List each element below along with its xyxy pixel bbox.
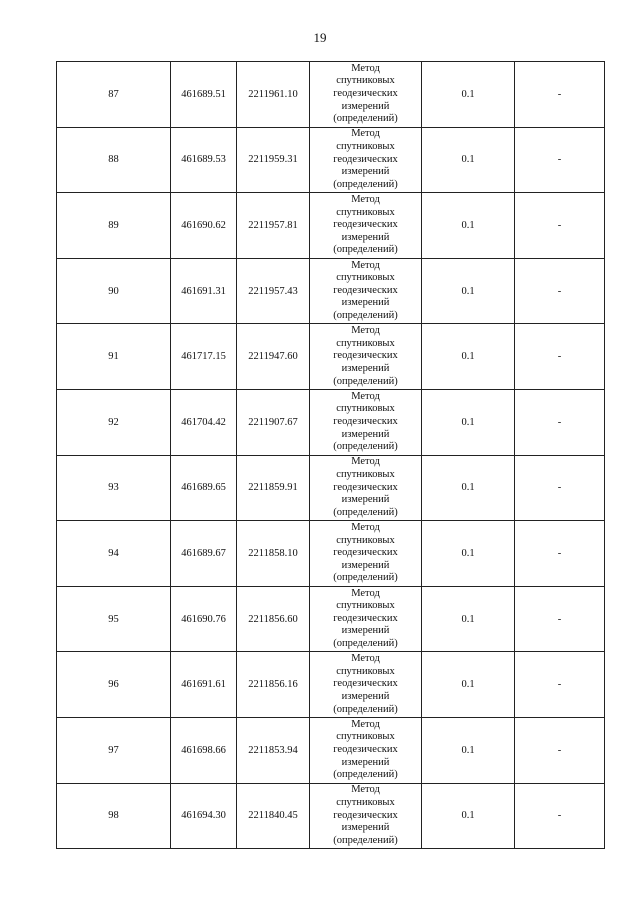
method-line: (определений) (333, 703, 398, 715)
table-row (57, 783, 605, 849)
accuracy-cell: 0.1 (422, 62, 515, 128)
y-coordinate-cell: 2211859.91 (237, 455, 310, 521)
point-number-cell: 98 (57, 783, 171, 849)
method-line: Метод (351, 456, 380, 468)
table-row (57, 127, 605, 193)
method-line: геодезических (333, 481, 398, 493)
method-line: Метод (351, 587, 380, 599)
method-line: геодезических (333, 153, 398, 165)
method-line: (определений) (333, 244, 398, 256)
method-line: (определений) (333, 769, 398, 781)
method-cell (310, 193, 422, 259)
method-cell (310, 62, 422, 128)
method-line: геодезических (333, 678, 398, 690)
table-row (57, 717, 605, 783)
y-coordinate-cell: 2211858.10 (237, 521, 310, 587)
method-cell (310, 521, 422, 587)
method-line: Метод (351, 718, 380, 730)
method-line: Метод (351, 521, 380, 533)
table-row (57, 652, 605, 718)
method-line: измерений (341, 231, 390, 243)
y-coordinate-cell: 2211947.60 (237, 324, 310, 390)
accuracy-cell: 0.1 (422, 717, 515, 783)
method-line: (определений) (333, 309, 398, 321)
method-line: Метод (351, 325, 380, 337)
accuracy-cell: 0.1 (422, 586, 515, 652)
method-line: геодезических (333, 284, 398, 296)
x-coordinate-cell: 461689.67 (171, 521, 237, 587)
x-coordinate-cell: 461698.66 (171, 717, 237, 783)
y-coordinate-cell: 2211856.60 (237, 586, 310, 652)
x-coordinate-cell: 461691.61 (171, 652, 237, 718)
y-coordinate-cell: 2211856.16 (237, 652, 310, 718)
table-row (57, 521, 605, 587)
method-line: (определений) (333, 572, 398, 584)
extra-cell: - (515, 389, 605, 455)
method-line: геодезических (333, 809, 398, 821)
point-number-cell: 96 (57, 652, 171, 718)
method-line: измерений (341, 822, 390, 834)
point-number-cell: 89 (57, 193, 171, 259)
method-line: измерений (341, 166, 390, 178)
method-line: (определений) (333, 113, 398, 125)
extra-cell: - (515, 783, 605, 849)
method-line: измерений (341, 625, 390, 637)
x-coordinate-cell: 461717.15 (171, 324, 237, 390)
x-coordinate-cell: 461690.62 (171, 193, 237, 259)
extra-cell: - (515, 324, 605, 390)
method-line: (определений) (333, 506, 398, 518)
method-line: спутниковых (336, 796, 395, 808)
method-line: (определений) (333, 375, 398, 387)
method-cell (310, 586, 422, 652)
method-line: спутниковых (336, 337, 395, 349)
y-coordinate-cell: 2211840.45 (237, 783, 310, 849)
method-line: спутниковых (336, 75, 395, 87)
extra-cell: - (515, 652, 605, 718)
point-number-cell: 88 (57, 127, 171, 193)
method-cell (310, 258, 422, 324)
extra-cell: - (515, 586, 605, 652)
method-line: геодезических (333, 219, 398, 231)
method-line: Метод (351, 128, 380, 140)
extra-cell: - (515, 717, 605, 783)
method-line: измерений (341, 756, 390, 768)
method-line: (определений) (333, 834, 398, 846)
method-line: геодезических (333, 350, 398, 362)
method-line: спутниковых (336, 403, 395, 415)
method-line: Метод (351, 62, 380, 74)
method-cell (310, 652, 422, 718)
method-cell (310, 389, 422, 455)
y-coordinate-cell: 2211961.10 (237, 62, 310, 128)
table-row (57, 62, 605, 128)
extra-cell: - (515, 127, 605, 193)
method-line: спутниковых (336, 272, 395, 284)
method-line: Метод (351, 194, 380, 205)
method-line: измерений (341, 362, 390, 374)
point-number-cell: 91 (57, 324, 171, 390)
method-line: Метод (351, 259, 380, 271)
method-line: измерений (341, 559, 390, 571)
accuracy-cell: 0.1 (422, 783, 515, 849)
x-coordinate-cell: 461689.51 (171, 62, 237, 128)
accuracy-cell: 0.1 (422, 193, 515, 259)
accuracy-cell: 0.1 (422, 455, 515, 521)
extra-cell: - (515, 521, 605, 587)
x-coordinate-cell: 461690.76 (171, 586, 237, 652)
table-row (57, 258, 605, 324)
method-line: Метод (351, 653, 380, 665)
table-row (57, 324, 605, 390)
method-line: спутниковых (336, 534, 395, 546)
extra-cell: - (515, 193, 605, 259)
method-line: измерений (341, 494, 390, 506)
method-line: Метод (351, 390, 380, 402)
x-coordinate-cell: 461689.65 (171, 455, 237, 521)
method-line: спутниковых (336, 665, 395, 677)
point-number-cell: 93 (57, 455, 171, 521)
method-cell (310, 127, 422, 193)
point-number-cell: 95 (57, 586, 171, 652)
table-row (57, 455, 605, 521)
page-number: 19 (313, 30, 327, 45)
method-line: геодезических (333, 547, 398, 559)
method-line: спутниковых (336, 600, 395, 612)
extra-cell: - (515, 258, 605, 324)
y-coordinate-cell: 2211957.43 (237, 258, 310, 324)
accuracy-cell: 0.1 (422, 521, 515, 587)
y-coordinate-cell: 2211957.81 (237, 193, 310, 259)
point-number-cell: 92 (57, 389, 171, 455)
method-line: геодезических (333, 743, 398, 755)
method-cell (310, 455, 422, 521)
accuracy-cell: 0.1 (422, 258, 515, 324)
method-line: (определений) (333, 441, 398, 453)
point-number-cell: 94 (57, 521, 171, 587)
method-line: спутниковых (336, 141, 395, 152)
y-coordinate-cell: 2211959.31 (237, 127, 310, 193)
method-line: геодезических (333, 612, 398, 624)
x-coordinate-cell: 461694.30 (171, 783, 237, 849)
method-line: (определений) (333, 178, 398, 190)
method-cell (310, 717, 422, 783)
x-coordinate-cell: 461689.53 (171, 127, 237, 193)
table-row (57, 193, 605, 259)
method-cell (310, 324, 422, 390)
extra-cell: - (515, 455, 605, 521)
method-line: (определений) (333, 637, 398, 649)
method-line: измерений (341, 690, 390, 702)
extra-cell: - (515, 62, 605, 128)
point-number-cell: 97 (57, 717, 171, 783)
x-coordinate-cell: 461691.31 (171, 258, 237, 324)
method-line: измерений (341, 100, 390, 112)
method-line: спутниковых (336, 206, 395, 218)
method-line: измерений (341, 297, 390, 309)
y-coordinate-cell: 2211853.94 (237, 717, 310, 783)
y-coordinate-cell: 2211907.67 (237, 389, 310, 455)
accuracy-cell: 0.1 (422, 652, 515, 718)
table-row (57, 389, 605, 455)
method-line: геодезических (333, 88, 398, 99)
table-row (57, 586, 605, 652)
method-line: геодезических (333, 415, 398, 427)
point-number-cell: 90 (57, 258, 171, 324)
accuracy-cell: 0.1 (422, 324, 515, 390)
method-line: спутниковых (336, 731, 395, 743)
method-line: спутниковых (336, 468, 395, 480)
accuracy-cell: 0.1 (422, 389, 515, 455)
coordinates-table (56, 61, 605, 849)
point-number-cell: 87 (57, 62, 171, 128)
x-coordinate-cell: 461704.42 (171, 389, 237, 455)
method-cell (310, 783, 422, 849)
method-line: Метод (351, 784, 380, 796)
method-line: измерений (341, 428, 390, 440)
accuracy-cell: 0.1 (422, 127, 515, 193)
